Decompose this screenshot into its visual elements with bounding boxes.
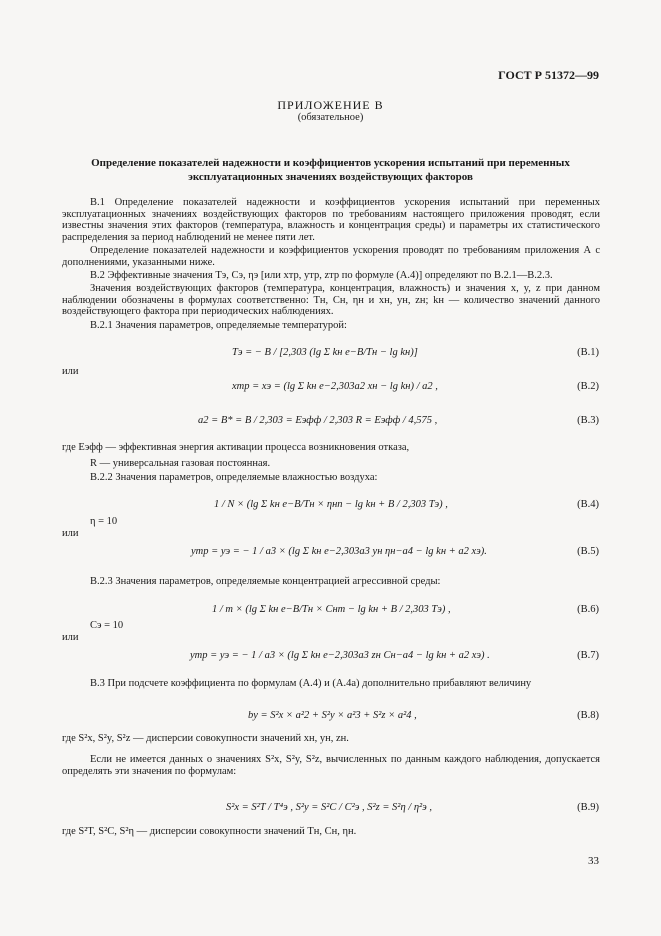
equation-number: (В.5) [577,546,599,557]
equation-b1: Tэ = − B / [2,303 (lg Σ kн e−B/Tн − lg kн)] [232,347,418,358]
equation-b7: yтр = yэ = − 1 / a3 × (lg Σ kн e−2,303a3 zн Cн−a4 − lg kн + a2 xэ) . [190,650,490,661]
paragraph-b1: В.1 Определение показателей надежности и коэффициентов ускорения испытаний при переменных эксплуатационных значениях воздействующих факторов по требованиям настоящего приложения проводят, если известны значения этих факторов (температура, влажность и концентрация среды) и параметры их статистического распределения за период наблюдений не менее пяти лет. [62,197,600,243]
equation-b5: yтр = yэ = − 1 / a3 × (lg Σ kн e−2,303a3 yн ηн−a4 − lg kн + a2 xэ). [191,546,487,557]
section-title-line: эксплуатационных значениях воздействующих факторов [188,171,473,183]
equation-b9: S²x = S²T / T⁴э , S²y = S²C / C²э , S²z = S²η / η²э , [226,802,433,813]
page-number: 33 [588,855,599,867]
c-value: Cэ = 10 [90,620,124,631]
text-or: или [62,632,79,643]
equation-number: (В.1) [577,347,599,358]
where-energy: где Eэфф — эффективная энергия активации процесса возникновения отказа, [62,442,410,453]
paragraph-factors: Значения воздействующих факторов (температура, концентрация, влажность) и значения x, y, z при данном наблюдении обозначены в формулах соответственно: Tн, Cн, ηн и xн, yн, zн; kн — количество значений данного воздействующего фактора при периодических наблюдениях. [62,283,600,318]
paragraph-b21: В.2.1 Значения параметров, определяемые температурой: [90,320,347,331]
doc-code: ГОСТ Р 51372—99 [498,68,599,82]
paragraph-b22: В.2.2 Значения параметров, определяемые влажностью воздуха: [90,472,378,483]
equation-b3: a2 = B* = B / 2,303 = Eэфф / 2,303 R = Eэфф / 4,575 , [198,415,438,426]
section-title-line: Определение показателей надежности и коэффициентов ускорения испытаний при переменных [91,157,570,169]
equation-b2: xтр = xэ = (lg Σ kн e−2,303a2 xн − lg kн) / a2 , [232,381,438,392]
text-or: или [62,366,79,377]
equation-number: (В.2) [577,381,599,392]
equation-number: (В.6) [577,604,599,615]
where-dispersions-xyz: где S²x, S²y, S²z — дисперсии совокупности значений xн, yн, zн. [62,733,349,744]
equation-number: (В.3) [577,415,599,426]
paragraph-no-data: Если не имеется данных о значениях S²x, S²y, S²z, вычисленных по данным каждого наблюдения, допускается определять эти значения по формулам: [62,754,600,777]
appendix-title: ПРИЛОЖЕНИЕ В [277,98,384,112]
appendix-subtitle: (обязательное) [297,112,364,123]
paragraph-b2: В.2 Эффективные значения Tэ, Cэ, ηэ [или xтр, yтр, zтр по формуле (А.4)] определяют по В.2.1—В.2.3. [90,270,553,281]
text-or: или [62,528,79,539]
equation-number: (В.8) [577,710,599,721]
where-gas-constant: R — универсальная газовая постоянная. [90,458,271,469]
paragraph-b3: В.3 При подсчете коэффициента по формулам (А.4) и (А.4а) дополнительно прибавляют величину [90,678,532,689]
paragraph-b1-2: Определение показателей надежности и коэффициентов ускорения проводят по требованиям приложения А с дополнениями, указанными ниже. [62,245,600,268]
eta-value: η = 10 [90,516,118,527]
section-title [60,156,601,184]
where-dispersions-tc: где S²T, S²C, S²η — дисперсии совокупности значений Tн, Cн, ηн. [62,826,357,837]
equation-number: (В.9) [577,802,599,813]
equation-b4: 1 / N × (lg Σ kн e−B/Tн × ηнn − lg kн + B / 2,303 Tэ) , [214,499,448,510]
paragraph-b23: В.2.3 Значения параметров, определяемые концентрацией агрессивной среды: [90,576,441,587]
equation-number: (В.4) [577,499,599,510]
equation-b6: 1 / m × (lg Σ kн e−B/Tн × Cнm − lg kн + B / 2,303 Tэ) , [212,604,451,615]
equation-number: (В.7) [577,650,599,661]
equation-b8: by = S²x × a²2 + S²y × a²3 + S²z × a²4 , [248,710,417,721]
